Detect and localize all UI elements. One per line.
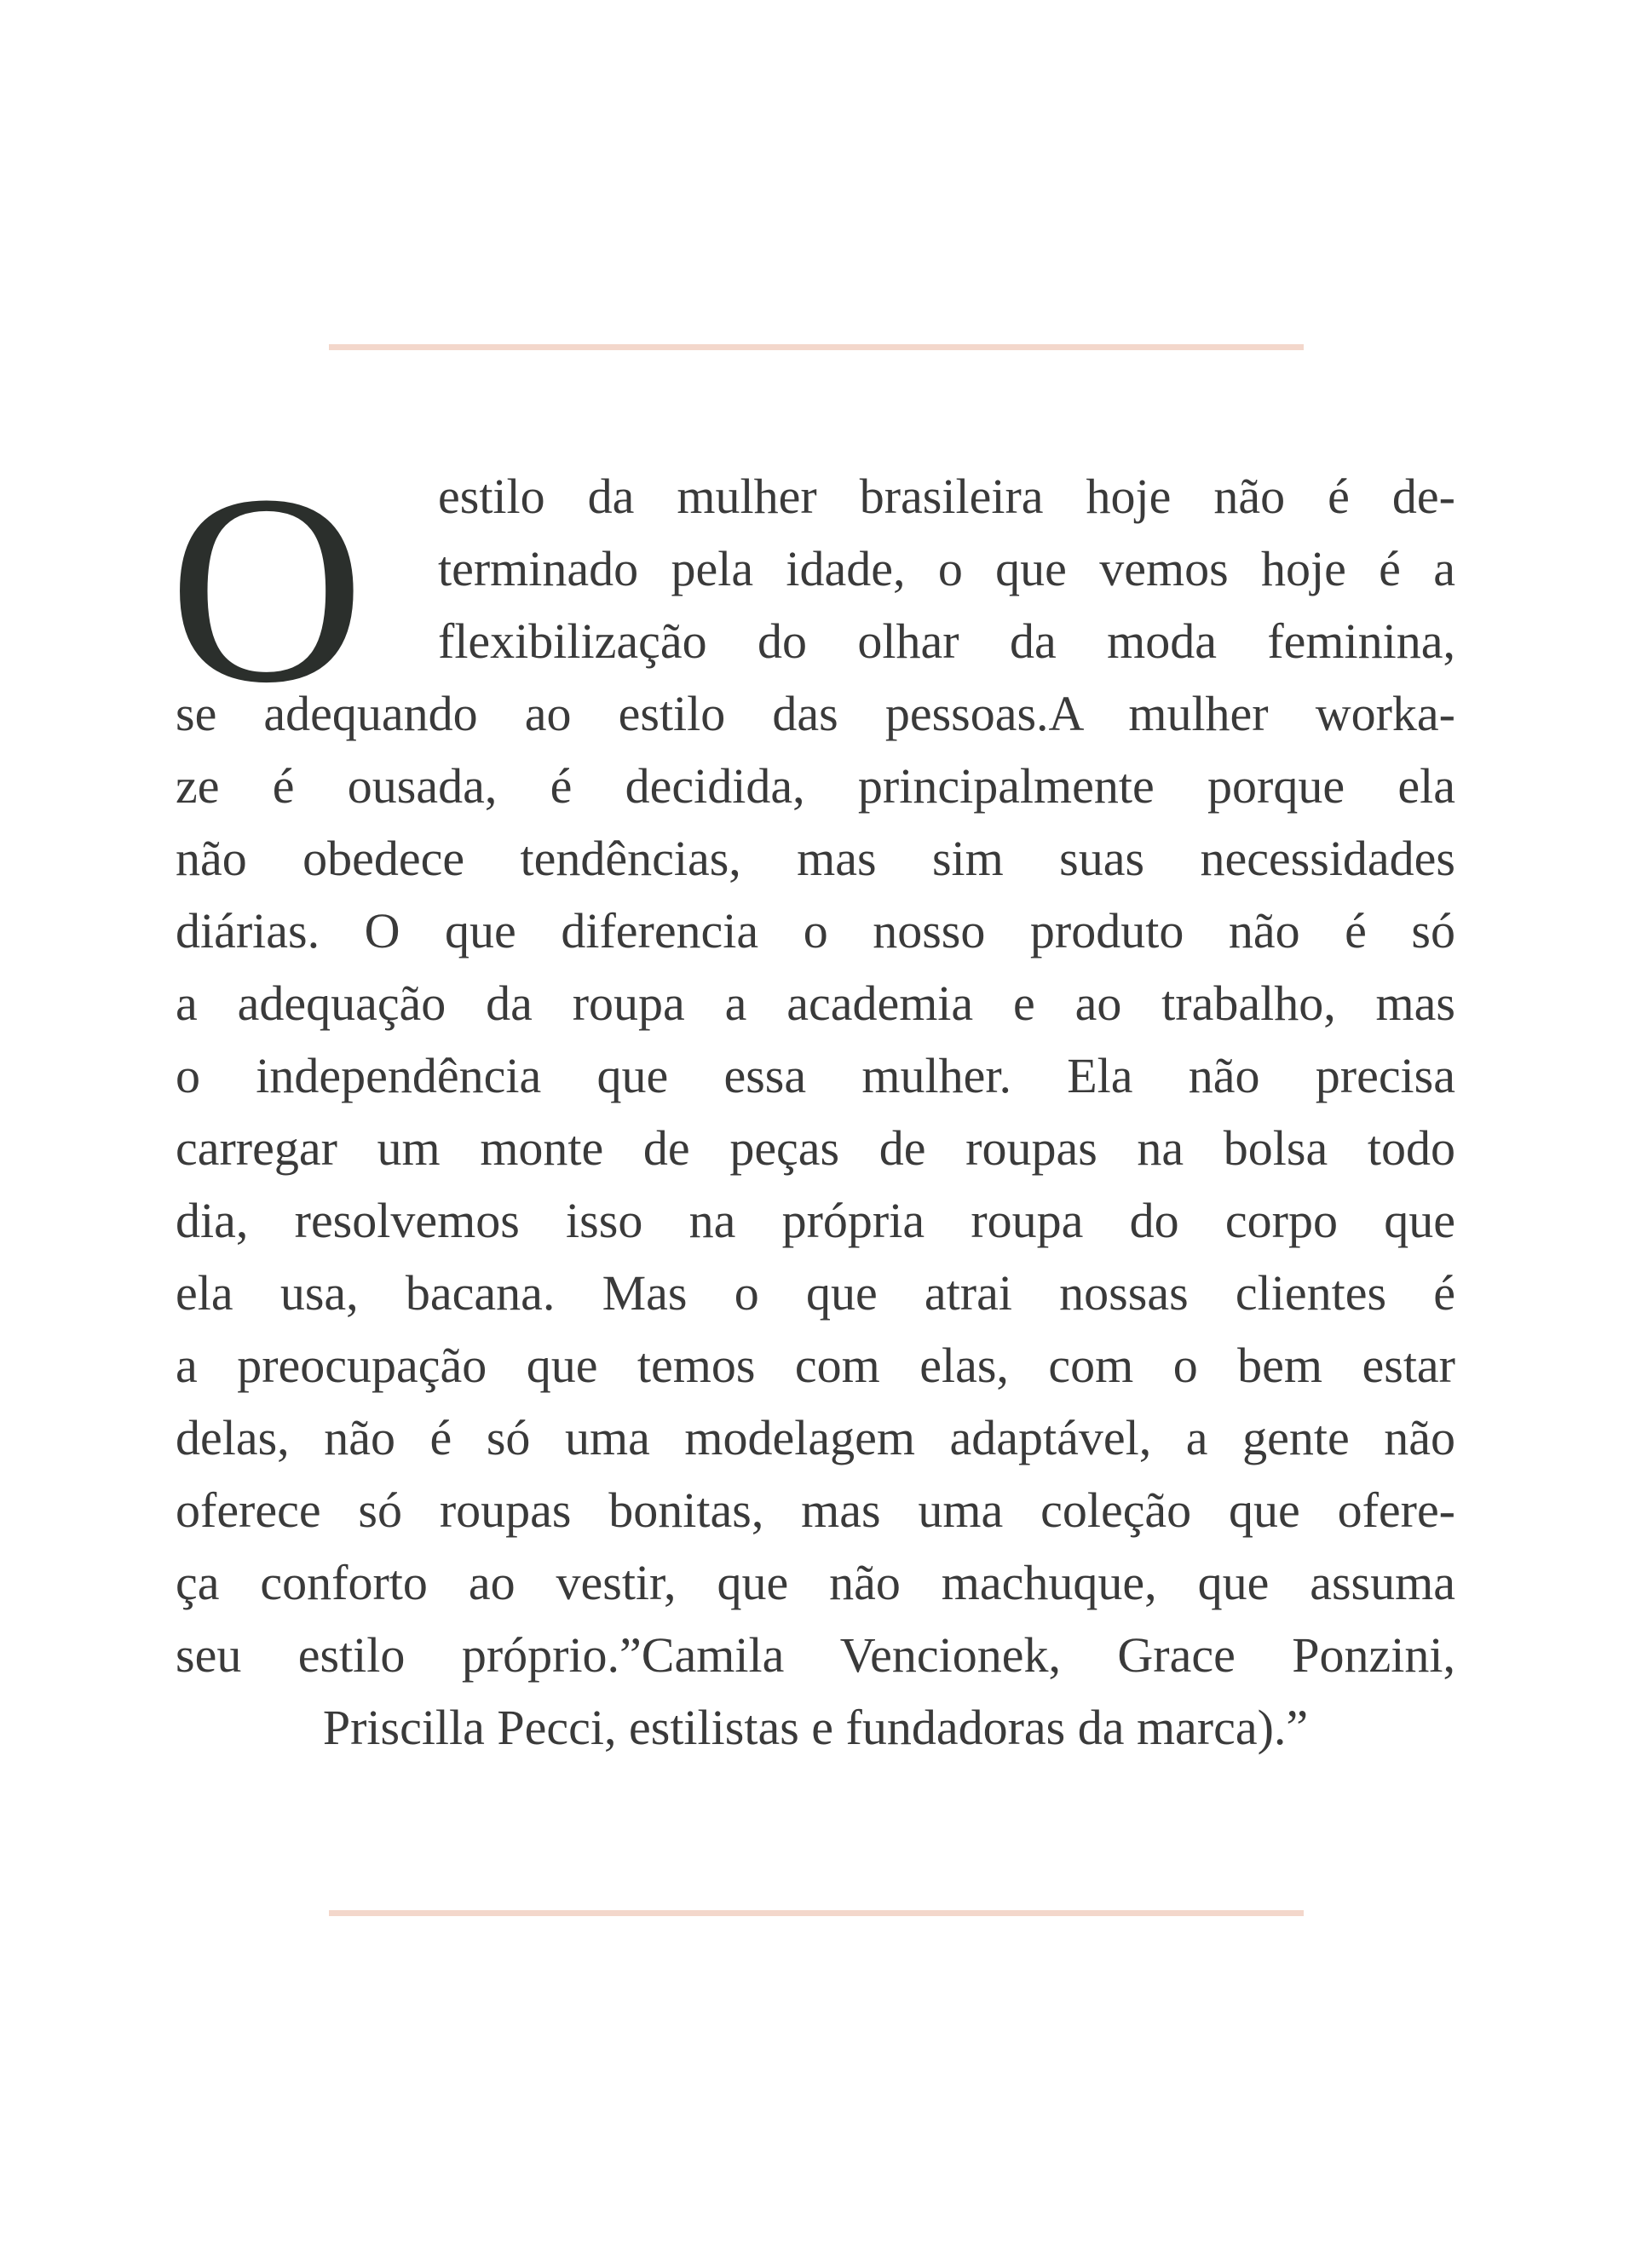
text-line: a adequação da roupa a academia e ao trabalho, mas [176,976,1455,1031]
article-text [169,439,1455,1764]
text-line: diárias. O que diferencia o nosso produto não é só [176,903,1455,958]
text-line: terminado pela idade, o que vemos hoje é a [438,541,1455,596]
drop-cap: O [169,439,365,739]
top-divider [329,344,1304,350]
text-line: seu estilo próprio.”Camila Vencionek, Grace Ponzini, [176,1627,1455,1683]
text-line: ça conforto ao vestir, que não machuque, que assuma [176,1555,1455,1610]
text-line: não obedece tendências, mas sim suas necessidades [176,831,1455,886]
text-line: se adequando ao estilo das pessoas.A mulher worka- [176,686,1455,741]
text-line: carregar um monte de peças de roupas na bolsa todo [176,1120,1455,1176]
text-line: ze é ousada, é decidida, principalmente porque ela [176,758,1455,814]
bottom-divider [329,1910,1304,1916]
text-line: delas, não é só uma modelagem adaptável, a gente não [176,1410,1455,1465]
text-line: oferece só roupas bonitas, mas uma coleção que ofere- [176,1482,1455,1538]
text-line: o independência que essa mulher. Ela não precisa [176,1048,1455,1103]
text-line: a preocupação que temos com elas, com o bem estar [176,1338,1455,1393]
text-line-final: Priscilla Pecci, estilistas e fundadoras da marca).” [322,1700,1309,1755]
text-line: dia, resolvemos isso na própria roupa do corpo que [176,1193,1455,1248]
text-line: flexibilização do olhar da moda feminina, [438,613,1455,669]
text-line: estilo da mulher brasileira hoje não é de- [438,469,1455,524]
text-line: ela usa, bacana. Mas o que atrai nossas clientes é [176,1265,1455,1321]
